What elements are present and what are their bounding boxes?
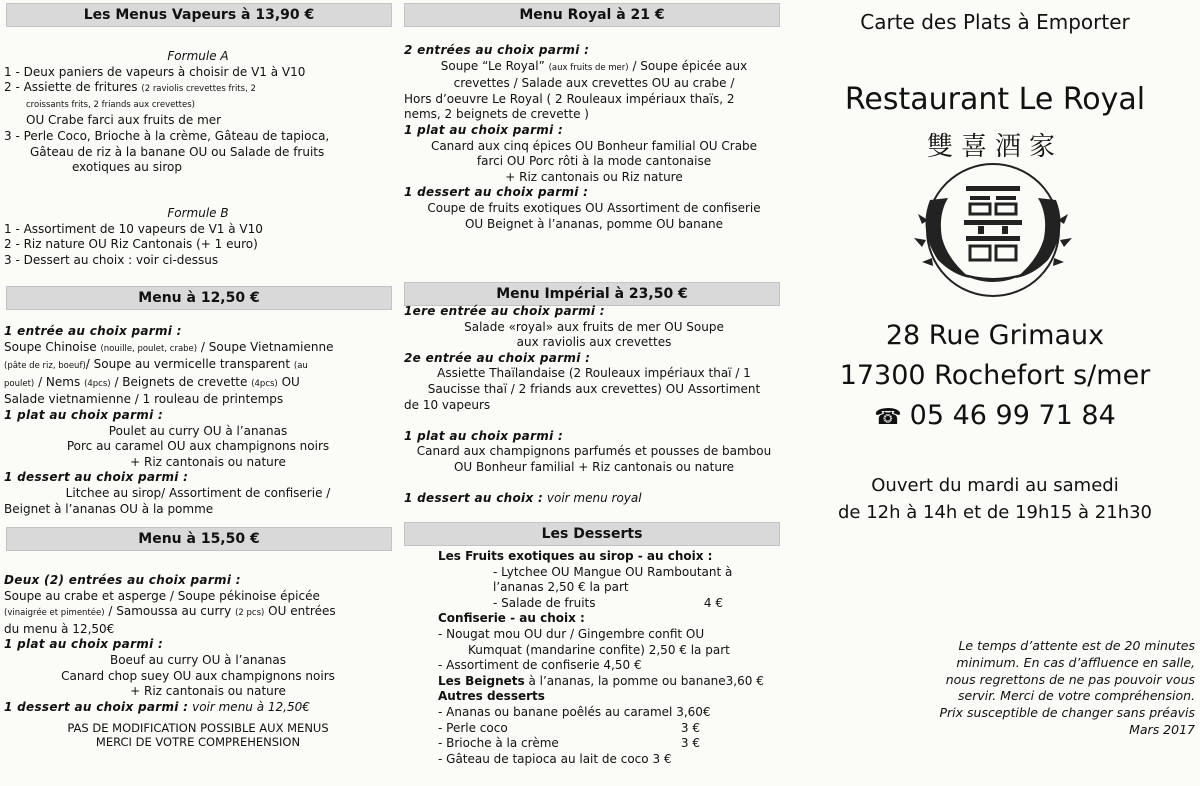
opening-times: de 12h à 14h et de 19h15 à 21h30 — [837, 502, 1153, 523]
double-happiness-logo-icon — [908, 160, 1078, 300]
dessert-line: - Gâteau de tapioca au lait de coco 3 € — [438, 751, 672, 766]
address-block — [790, 316, 1200, 438]
menu-line: aux raviolis aux crevettes — [516, 335, 672, 350]
formule-b-line: 2 - Riz nature OU Riz Cantonais (+ 1 euro) — [4, 237, 258, 252]
menu-imperial-body — [404, 304, 784, 507]
menu-line: Beignet à l’ananas OU à la pomme — [4, 501, 214, 516]
menu-line: Canard chop suey OU aux champignons noirs — [61, 668, 335, 683]
menu-line: nems, 2 beignets de crevette ) — [404, 107, 589, 122]
chinese-name: 雙喜酒家 — [926, 132, 1063, 162]
section-title: 1 plat au choix parmi : — [404, 122, 564, 137]
section-title: 1 plat au choix parmi : — [4, 407, 164, 422]
thanks-notice: MERCI DE VOTRE COMPREHENSION — [95, 735, 301, 750]
dessert-line: - Brioche à la crème 3 € — [438, 736, 700, 751]
menu-line: (pâte de riz, boeuf)/ Soupe au vermicelle transparent (au — [4, 357, 308, 372]
dessert-line: Kumquat (mandarine confite) 2,50 € la part — [468, 642, 730, 657]
section-title: 1 dessert au choix parmi : — [404, 185, 589, 200]
menu-line: Coupe de fruits exotiques OU Assortiment de confiserie — [427, 200, 761, 215]
menu-line: Poulet au curry OU à l’ananas — [108, 423, 288, 438]
date-line: Mars 2017 — [1129, 721, 1195, 737]
menu-line: poulet) / Nems (4pcs) / Beignets de crevette (4pcs) OU — [4, 374, 300, 389]
dessert-section-title: Autres desserts — [438, 689, 545, 704]
dessert-line: Les Beignets à l’ananas, la pomme ou banane3,60 € — [438, 673, 764, 688]
telephone-icon: ☎ — [874, 405, 902, 430]
waiting-time-notice — [850, 638, 1195, 739]
desserts-body — [438, 549, 764, 767]
section-title: 2 entrées au choix parmi : — [404, 43, 590, 57]
notice-line: Prix susceptible de changer sans préavis — [939, 705, 1195, 721]
menu-imperial-header: Menu Impérial à 23,50 € — [404, 282, 780, 306]
notice-line: minimum. En cas d’affluence en salle, — [956, 654, 1195, 670]
menu-line: Canard aux champignons parfumés et pousses de bambou — [416, 444, 772, 459]
notice-line: Le temps d’attente est de 20 minutes — [958, 638, 1195, 653]
dessert-line: - Salade de fruits 4 € — [493, 595, 723, 610]
dessert-line: l’ananas 2,50 € la part — [493, 580, 629, 595]
takeaway-title: Carte des Plats à Emporter — [860, 10, 1130, 34]
section-title: 1 dessert au choix parmi : — [4, 470, 189, 485]
dessert-line: - Perle coco 3 € — [438, 720, 700, 735]
menu-line: Porc au caramel OU aux champignons noirs — [66, 439, 330, 454]
section-title: 2e entrée au choix parmi : — [404, 350, 591, 365]
menu-line: Soupe “Le Royal” (aux fruits de mer) / Soupe épicée aux — [440, 58, 748, 73]
opening-days: Ouvert du mardi au samedi — [871, 475, 1119, 496]
menu-line: (vinaigrée et pimentée) / Samoussa au curry (2 pcs) OU entrées — [4, 604, 336, 619]
menu-line: OU Bonheur familial + Riz cantonais ou nature — [453, 459, 735, 474]
formule-a-line: croissants frits, 2 friands aux crevettes) — [26, 99, 195, 110]
formule-a-line: exotiques au sirop — [72, 160, 182, 175]
menu-line: Soupe au crabe et asperge / Soupe pékinoise épicée — [4, 588, 320, 603]
formule-a-line: 3 - Perle Coco, Brioche à la crème, Gâteau de tapioca, — [4, 128, 330, 143]
formule-b-title: Formule B — [167, 206, 229, 220]
menu-line: Assiette Thaïlandaise (2 Rouleaux impériaux thaï / 1 — [437, 366, 751, 381]
section-title: 1 entrée au choix parmi : — [4, 324, 182, 338]
menu-line: Saucisse thaï / 2 friands aux crevettes) OU Assortiment — [427, 381, 761, 396]
menu-line: Boeuf au curry OU à l’ananas — [109, 652, 287, 667]
no-modification-notice: PAS DE MODIFICATION POSSIBLE AUX MENUS — [67, 721, 329, 736]
formule-a-line: 1 - Deux paniers de vapeurs à choisir de V1 à V10 — [4, 64, 306, 79]
menu-1250-header: Menu à 12,50 € — [6, 286, 392, 310]
desserts-header: Les Desserts — [404, 522, 780, 546]
formule-b-line: 1 - Assortiment de 10 vapeurs de V1 à V10 — [4, 221, 263, 236]
restaurant-name: Restaurant Le Royal — [844, 82, 1146, 117]
dessert-line: - Ananas ou banane poêlés au caramel 3,60€ — [438, 704, 711, 719]
menu-line: du menu à 12,50€ — [4, 621, 115, 636]
menu-line: Litchee au sirop/ Assortiment de confiserie / — [65, 485, 331, 500]
menu-line: 1 dessert au choix : voir menu royal — [404, 491, 642, 506]
notice-line: servir. Merci de votre compréhension. — [958, 688, 1195, 704]
menu-line: + Riz cantonais ou nature — [130, 684, 286, 699]
menu-line: farci OU Porc rôti à la mode cantonaise — [476, 154, 712, 169]
menu-vapeurs-header: Les Menus Vapeurs à 13,90 € — [6, 3, 392, 27]
menu-line: Soupe Chinoise (nouille, poulet, crabe) / Soupe Vietnamienne — [4, 339, 334, 354]
formule-a-line: OU Crabe farci aux fruits de mer — [26, 113, 222, 128]
dessert-section-title: Confiserie - au choix : — [438, 611, 585, 626]
city-address: 17300 Rochefort s/mer — [839, 360, 1151, 391]
dessert-section-title: Les Fruits exotiques au sirop - au choix : — [438, 549, 713, 563]
menu-line: crevettes / Salade aux crevettes OU au crabe / — [453, 76, 735, 91]
formule-a-line: Gâteau de riz à la banane OU ou Salade de fruits — [30, 144, 325, 159]
section-title: 1 plat au choix parmi : — [4, 637, 164, 652]
menu-royal-body — [404, 43, 784, 232]
notice-line: nous regrettons de ne pas pouvoir vous — [945, 671, 1195, 687]
restaurant-info-column — [790, 0, 1200, 786]
menu-line: Salade «royal» aux fruits de mer OU Soupe — [464, 319, 724, 334]
phone-number[interactable]: 05 46 99 71 84 — [909, 400, 1116, 431]
dessert-line: - Assortiment de confiserie 4,50 € — [438, 658, 642, 673]
menu-line: de 10 vapeurs — [404, 397, 491, 412]
section-title: Deux (2) entrées au choix parmi : — [4, 573, 241, 587]
opening-hours — [790, 472, 1200, 526]
menu-line: OU Beignet à l’ananas, pomme OU banane — [464, 216, 724, 231]
menu-1250-body — [4, 324, 392, 517]
menu-line: + Riz cantonais ou nature — [130, 454, 286, 469]
menu-1550-header: Menu à 15,50 € — [6, 527, 392, 551]
menu-1550-body — [4, 573, 392, 749]
section-title: 1ere entrée au choix parmi : — [404, 304, 605, 318]
formule-b — [4, 206, 392, 268]
menu-line: 1 dessert au choix parmi : voir menu à 12,50€ — [4, 699, 310, 714]
menu-line: + Riz cantonais ou Riz nature — [505, 169, 683, 184]
dessert-line: - Nougat mou OU dur / Gingembre confit OU — [438, 626, 705, 641]
menu-line: Salade vietnamienne / 1 rouleau de printemps — [4, 392, 284, 407]
formule-a-line: 2 - Assiette de fritures (2 raviolis crevettes frits, 2 — [4, 80, 256, 95]
menu-line: Canard aux cinq épices OU Bonheur familial OU Crabe — [430, 138, 758, 153]
formule-b-line: 3 - Dessert au choix : voir ci-dessus — [4, 252, 219, 267]
section-title: 1 plat au choix parmi : — [404, 428, 564, 443]
dessert-line: - Lytchee OU Mangue OU Ramboutant à — [493, 564, 733, 579]
menu-royal-header: Menu Royal à 21 € — [404, 3, 780, 27]
formule-a — [4, 49, 392, 176]
street-address: 28 Rue Grimaux — [885, 320, 1105, 351]
menu-line: Hors d’oeuvre Le Royal ( 2 Rouleaux impériaux thaïs, 2 — [404, 91, 735, 106]
phone-line — [790, 396, 1200, 438]
formule-a-title: Formule A — [167, 49, 229, 63]
